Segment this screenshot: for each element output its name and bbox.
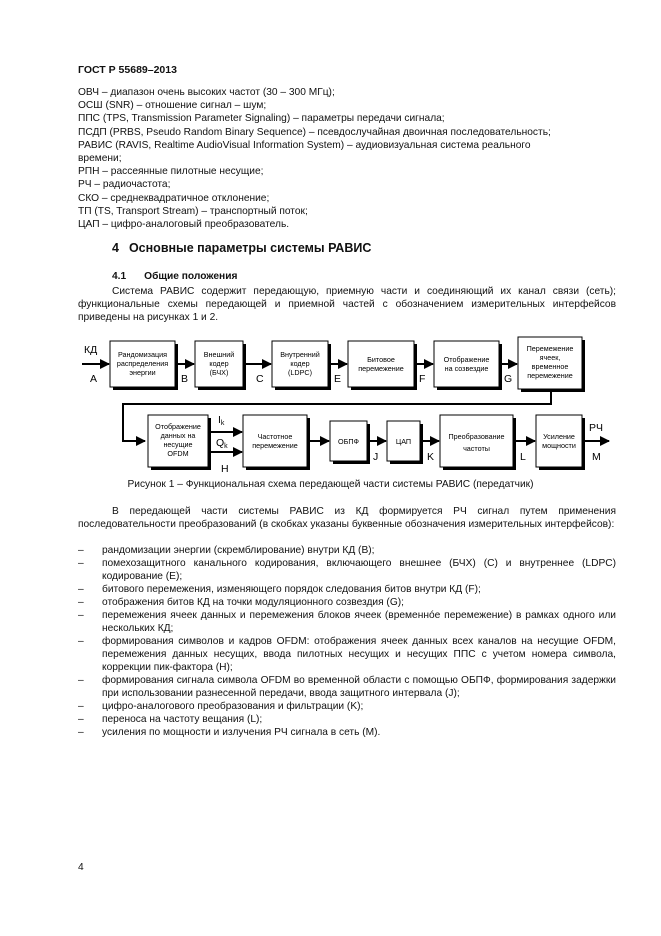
interface-e: E bbox=[334, 373, 342, 385]
section-number: 4 bbox=[112, 241, 119, 255]
interface-m: M bbox=[592, 451, 601, 463]
block-label: частоты bbox=[463, 444, 490, 453]
block-cell-time-interleaving bbox=[518, 337, 585, 392]
block-label: ОБПФ bbox=[338, 437, 359, 446]
figure-caption: Рисунок 1 – Функциональная схема передающей части системы РАВИС (передатчик) bbox=[127, 479, 534, 490]
block-ofdm-mapping bbox=[148, 415, 211, 470]
block-dac bbox=[387, 421, 423, 464]
intro-paragraph: Система РАВИС содержит передающую, приемную части и соединяющий их канал связи (сеть); функциональные схемы передающей и приемной частей с обозначением измерительных интерфейсов приведены на рисунках 1 и 2. bbox=[78, 286, 616, 323]
list-item-text: помехозащитного канального кодирования, включающего внешнее (БЧХ) (C) и внутреннее (LDPC) кодирование (E); bbox=[102, 558, 616, 582]
list-dash: – bbox=[78, 597, 84, 608]
list-item bbox=[78, 596, 616, 609]
description-paragraph: В передающей части системы РАВИС из КД формируется РЧ сигнал путем применения последовательности преобразований (в скобках указаны буквенные обозначения измерительных интерфейсов): bbox=[78, 506, 616, 530]
i-subscript: k bbox=[220, 420, 225, 427]
list-item bbox=[78, 583, 616, 596]
abbreviation-line: РАВИС (RAVIS, Realtime AudioVisual Information System) – аудиовизуальная система реального bbox=[78, 139, 531, 151]
block-label: Рандомизация bbox=[118, 350, 167, 359]
block-label: Частотное bbox=[257, 432, 293, 441]
block-label: Отображение bbox=[155, 422, 201, 431]
block-label: OFDM bbox=[167, 449, 189, 458]
block-label: Преобразование bbox=[448, 432, 505, 441]
interface-b: B bbox=[181, 373, 189, 385]
block-label: на созвездие bbox=[444, 364, 489, 373]
list-item bbox=[78, 713, 616, 726]
block-label: перемежение bbox=[527, 371, 573, 380]
list-item bbox=[78, 609, 616, 635]
list-dash: – bbox=[78, 727, 84, 738]
list-item bbox=[78, 557, 616, 583]
list-item-text: рандомизации энергии (скремблирование) внутри КД (B); bbox=[102, 545, 375, 556]
abbreviation-line: ПСДП (PRBS, Pseudo Random Binary Sequence) – псевдослучайная двоичная последовательность; bbox=[78, 126, 551, 138]
block-label: Внутренний bbox=[280, 350, 320, 359]
list-item bbox=[78, 544, 616, 557]
list-dash: – bbox=[78, 584, 84, 595]
block-energy-randomization bbox=[110, 341, 178, 390]
block-label: ячеек, bbox=[539, 353, 561, 362]
subsection-number: 4.1 bbox=[112, 271, 127, 282]
block-label: (LDPC) bbox=[288, 368, 312, 377]
list-dash: – bbox=[78, 675, 84, 686]
block-label: Усиление bbox=[543, 432, 575, 441]
block-label: перемежение bbox=[358, 364, 404, 373]
list-dash: – bbox=[78, 714, 84, 725]
q-letter: Q bbox=[216, 437, 225, 449]
output-label: РЧ bbox=[589, 422, 604, 434]
list-item-text: цифро-аналогового преобразования и фильтрации (K); bbox=[102, 701, 364, 712]
block-label: кодер bbox=[209, 359, 229, 368]
interface-c: C bbox=[256, 373, 264, 385]
block-label: кодер bbox=[290, 359, 310, 368]
abbreviation-line: времени; bbox=[78, 153, 122, 165]
interface-j: J bbox=[373, 451, 379, 463]
list-item-text: битового перемежения, изменяющего порядок следования битов внутри КД (F); bbox=[102, 584, 481, 595]
abbreviation-line: ТП (TS, Transport Stream) – транспортный поток; bbox=[78, 205, 308, 217]
block-label: Перемежение bbox=[526, 344, 574, 353]
block-label: Внешний bbox=[203, 350, 235, 359]
block-label: энергии bbox=[129, 368, 156, 377]
block-frequency-conversion bbox=[440, 415, 516, 470]
block-label: (БЧХ) bbox=[209, 368, 229, 377]
abbreviation-line: СКО – среднеквадратичное отклонение; bbox=[78, 192, 270, 204]
block-bit-interleaving bbox=[348, 341, 417, 390]
list-item bbox=[78, 700, 616, 713]
page-number: 4 bbox=[78, 862, 84, 873]
block-ifft bbox=[330, 421, 370, 464]
list-dash: – bbox=[78, 701, 84, 712]
q-subscript: k bbox=[224, 443, 228, 450]
q-component-label bbox=[216, 437, 228, 450]
block-constellation-mapping bbox=[434, 341, 502, 390]
abbreviation-line: ППС (TPS, Transmission Parameter Signaling) – параметры передачи сигнала; bbox=[78, 113, 445, 125]
abbreviation-line: ОСШ (SNR) – отношение сигнал – шум; bbox=[78, 100, 267, 112]
block-label: несущие bbox=[163, 440, 193, 449]
list-item-text: отображения битов КД на точки модуляционного созвездия (G); bbox=[102, 597, 404, 608]
block-power-amplification bbox=[536, 415, 585, 470]
block-label: Отображение bbox=[443, 355, 490, 364]
list-dash: – bbox=[78, 610, 84, 621]
block-inner-coder-ldpc bbox=[272, 341, 331, 390]
list-dash: – bbox=[78, 636, 84, 647]
list-dash: – bbox=[78, 545, 84, 556]
block-frequency-interleaving bbox=[243, 415, 310, 470]
abbreviation-line: ОВЧ – диапазон очень высоких частот (30 – 300 МГц); bbox=[78, 87, 335, 98]
interface-a: A bbox=[90, 373, 98, 385]
interface-g: G bbox=[504, 373, 513, 385]
block-label: Битовое bbox=[367, 355, 395, 364]
i-letter: I bbox=[218, 414, 221, 426]
subsection-title: Общие положения bbox=[144, 271, 238, 282]
list-item-text: переноса на частоту вещания (L); bbox=[102, 714, 263, 725]
interface-f: F bbox=[419, 373, 426, 385]
block-label: ЦАП bbox=[395, 437, 412, 446]
list-item-text: формирования символов и кадров OFDM: отображения ячеек данных всех каналов на несущие OFDM, перемежения данных несущих, ввода пилотных несущих и несущих ППС с учетом номера символа, коррекции пик-фактора (H); bbox=[102, 636, 616, 673]
list-item bbox=[78, 635, 616, 674]
block-label: мощности bbox=[542, 441, 576, 450]
section-title: Основные параметры системы РАВИС bbox=[128, 241, 372, 255]
interface-k: K bbox=[427, 451, 435, 463]
abbreviation-line: РЧ – радиочастота; bbox=[78, 179, 171, 191]
block-outer-coder-bch bbox=[195, 341, 246, 390]
list-dash: – bbox=[78, 558, 84, 569]
abbreviation-line: РПН – рассеянные пилотные несущие; bbox=[78, 166, 264, 178]
abbreviation-line: ЦАП – цифро-аналоговый преобразователь. bbox=[78, 219, 290, 231]
input-label: КД bbox=[84, 344, 98, 356]
block-label: данных на bbox=[160, 431, 196, 440]
list-item-text: перемежения ячеек данных и перемежения блоков ячеек (временнóе перемежение) в рамках одного или нескольких КД; bbox=[102, 610, 616, 634]
block-label: перемежение bbox=[252, 441, 298, 450]
transformation-list bbox=[78, 544, 616, 739]
interface-h: H bbox=[221, 463, 229, 475]
list-item bbox=[78, 726, 616, 739]
block-label: распределения bbox=[116, 359, 169, 368]
list-item-text: усиления по мощности и излучения РЧ сигнала в сеть (M). bbox=[102, 727, 381, 738]
i-component-label bbox=[218, 414, 225, 427]
list-item bbox=[78, 674, 616, 700]
standard-header: ГОСТ Р 55689–2013 bbox=[78, 64, 177, 76]
interface-l: L bbox=[520, 451, 526, 463]
block-label: временное bbox=[531, 362, 569, 371]
list-item-text: формирования сигнала символа OFDM во временной области с помощью ОБПФ, формирования задержки при использовании разнесенной передачи, ввода защитного интервала (J); bbox=[102, 675, 616, 699]
